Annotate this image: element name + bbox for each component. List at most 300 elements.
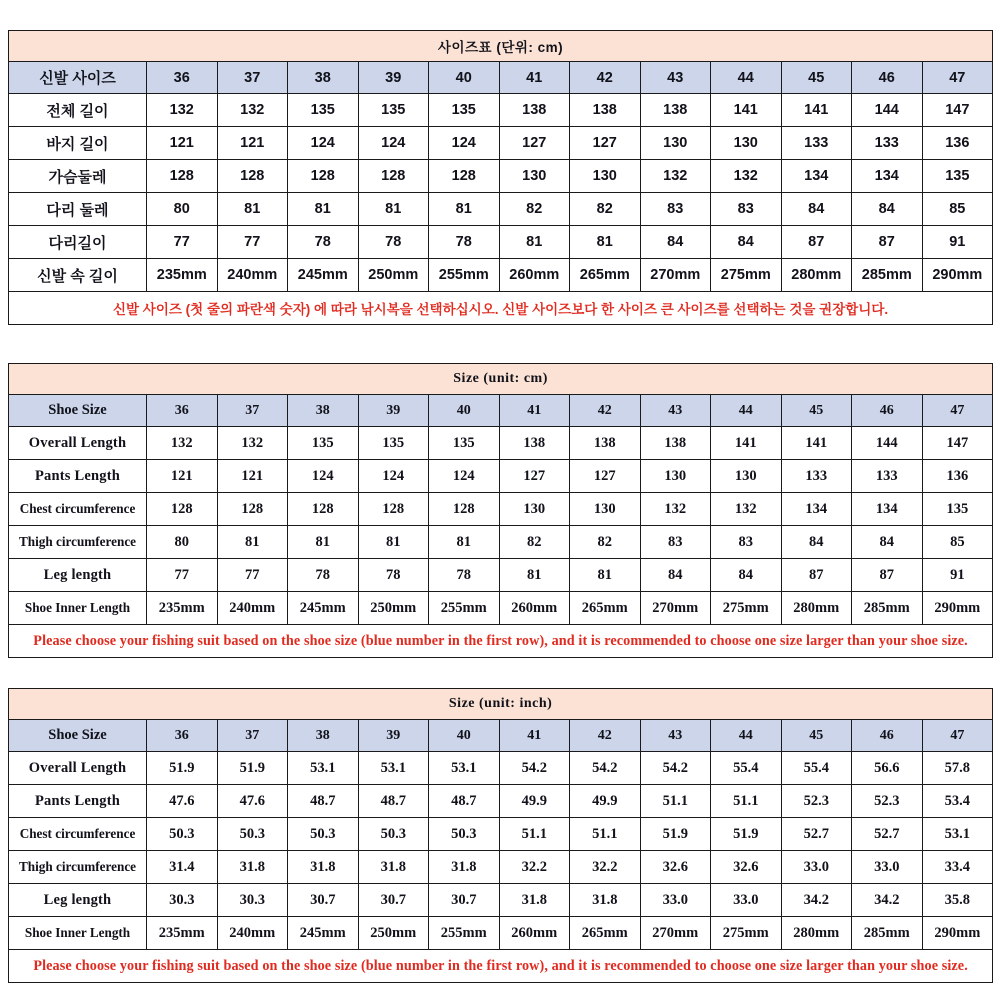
measurement-cell: 260mm xyxy=(499,592,570,625)
measurement-cell: 83 xyxy=(640,193,711,226)
row-label: Shoe Inner Length xyxy=(9,592,147,625)
measurement-cell: 124 xyxy=(358,460,429,493)
shoe-size-value: 36 xyxy=(147,62,218,94)
measurement-cell: 51.9 xyxy=(640,818,711,851)
measurement-cell: 31.8 xyxy=(358,851,429,884)
measurement-cell: 127 xyxy=(499,127,570,160)
measurement-cell: 130 xyxy=(570,493,641,526)
measurement-cell: 78 xyxy=(358,226,429,259)
measurement-cell: 83 xyxy=(711,193,782,226)
measurement-cell: 33.0 xyxy=(711,884,782,917)
measurement-cell: 34.2 xyxy=(781,884,852,917)
measurement-cell: 235mm xyxy=(147,592,218,625)
row-label: Pants Length xyxy=(9,460,147,493)
measurement-cell: 255mm xyxy=(429,259,500,292)
measurement-cell: 128 xyxy=(358,493,429,526)
measurement-cell: 30.7 xyxy=(358,884,429,917)
measurement-cell: 135 xyxy=(358,427,429,460)
table-note-row xyxy=(9,292,993,325)
measurement-cell: 235mm xyxy=(147,259,218,292)
row-label: Thigh circumference xyxy=(9,851,147,884)
measurement-cell: 87 xyxy=(852,226,923,259)
size-recommendation-note: Please choose your fishing suit based on the shoe size (blue number in the first row), and it is recommended to choose one size larger than your shoe size. xyxy=(9,950,993,983)
measurement-cell: 51.9 xyxy=(217,752,288,785)
measurement-cell: 128 xyxy=(358,160,429,193)
row-label: 가슴둘레 xyxy=(9,160,147,193)
measurement-cell: 51.1 xyxy=(711,785,782,818)
measurement-cell: 128 xyxy=(288,160,359,193)
measurement-cell: 121 xyxy=(147,460,218,493)
measurement-cell: 53.4 xyxy=(922,785,993,818)
measurement-cell: 121 xyxy=(217,460,288,493)
measurement-cell: 49.9 xyxy=(499,785,570,818)
measurement-cell: 81 xyxy=(429,193,500,226)
measurement-cell: 134 xyxy=(852,160,923,193)
measurement-cell: 285mm xyxy=(852,592,923,625)
measurement-cell: 78 xyxy=(429,559,500,592)
row-label: Leg length xyxy=(9,884,147,917)
row-label: 다리길이 xyxy=(9,226,147,259)
measurement-cell: 132 xyxy=(217,94,288,127)
measurement-cell: 30.3 xyxy=(147,884,218,917)
table-row xyxy=(9,427,993,460)
measurement-cell: 87 xyxy=(852,559,923,592)
measurement-cell: 31.4 xyxy=(147,851,218,884)
measurement-cell: 83 xyxy=(711,526,782,559)
measurement-cell: 130 xyxy=(499,160,570,193)
measurement-cell: 33.4 xyxy=(922,851,993,884)
measurement-cell: 240mm xyxy=(217,259,288,292)
measurement-cell: 84 xyxy=(711,559,782,592)
measurement-cell: 78 xyxy=(358,559,429,592)
table-row xyxy=(9,752,993,785)
measurement-cell: 81 xyxy=(288,526,359,559)
measurement-cell: 81 xyxy=(288,193,359,226)
measurement-cell: 80 xyxy=(147,526,218,559)
shoe-size-value: 37 xyxy=(217,62,288,94)
measurement-cell: 138 xyxy=(570,94,641,127)
table-gap xyxy=(8,658,992,688)
measurement-cell: 255mm xyxy=(429,592,500,625)
measurement-cell: 81 xyxy=(217,193,288,226)
measurement-cell: 136 xyxy=(922,127,993,160)
table-row xyxy=(9,460,993,493)
measurement-cell: 124 xyxy=(429,127,500,160)
measurement-cell: 82 xyxy=(570,193,641,226)
measurement-cell: 81 xyxy=(499,226,570,259)
measurement-cell: 77 xyxy=(217,226,288,259)
measurement-cell: 78 xyxy=(288,226,359,259)
shoe-size-header-label: Shoe Size xyxy=(9,395,147,427)
shoe-size-value: 45 xyxy=(781,395,852,427)
measurement-cell: 130 xyxy=(499,493,570,526)
measurement-cell: 32.6 xyxy=(711,851,782,884)
measurement-cell: 265mm xyxy=(570,259,641,292)
measurement-cell: 78 xyxy=(429,226,500,259)
measurement-cell: 132 xyxy=(147,427,218,460)
table-row xyxy=(9,193,993,226)
measurement-cell: 128 xyxy=(429,160,500,193)
measurement-cell: 250mm xyxy=(358,917,429,950)
measurement-cell: 265mm xyxy=(570,917,641,950)
row-label: Chest circumference xyxy=(9,493,147,526)
measurement-cell: 128 xyxy=(217,160,288,193)
measurement-cell: 84 xyxy=(640,226,711,259)
measurement-cell: 77 xyxy=(147,559,218,592)
shoe-size-value: 44 xyxy=(711,720,782,752)
measurement-cell: 121 xyxy=(147,127,218,160)
measurement-cell: 144 xyxy=(852,427,923,460)
row-label: Pants Length xyxy=(9,785,147,818)
measurement-cell: 128 xyxy=(217,493,288,526)
shoe-size-value: 41 xyxy=(499,395,570,427)
measurement-cell: 121 xyxy=(217,127,288,160)
shoe-size-value: 37 xyxy=(217,720,288,752)
measurement-cell: 53.1 xyxy=(429,752,500,785)
measurement-cell: 133 xyxy=(781,460,852,493)
shoe-size-value: 39 xyxy=(358,720,429,752)
table-gap xyxy=(8,325,992,363)
measurement-cell: 87 xyxy=(781,559,852,592)
measurement-cell: 127 xyxy=(570,127,641,160)
shoe-size-value: 42 xyxy=(570,720,641,752)
measurement-cell: 144 xyxy=(852,94,923,127)
measurement-cell: 50.3 xyxy=(288,818,359,851)
measurement-cell: 280mm xyxy=(781,592,852,625)
shoe-size-value: 47 xyxy=(922,395,993,427)
measurement-cell: 245mm xyxy=(288,259,359,292)
row-label: Shoe Inner Length xyxy=(9,917,147,950)
measurement-cell: 50.3 xyxy=(147,818,218,851)
table-title: 사이즈표 (단위: cm) xyxy=(9,31,993,62)
row-label: Overall Length xyxy=(9,427,147,460)
measurement-cell: 138 xyxy=(640,94,711,127)
measurement-cell: 91 xyxy=(922,226,993,259)
measurement-cell: 132 xyxy=(711,160,782,193)
shoe-size-value: 44 xyxy=(711,62,782,94)
measurement-cell: 82 xyxy=(499,193,570,226)
measurement-cell: 81 xyxy=(358,526,429,559)
measurement-cell: 31.8 xyxy=(429,851,500,884)
size-table-korean-cm xyxy=(8,30,993,325)
shoe-size-value: 40 xyxy=(429,62,500,94)
measurement-cell: 285mm xyxy=(852,917,923,950)
shoe-size-value: 38 xyxy=(288,62,359,94)
measurement-cell: 47.6 xyxy=(217,785,288,818)
table-row xyxy=(9,526,993,559)
measurement-cell: 135 xyxy=(429,94,500,127)
measurement-cell: 245mm xyxy=(288,592,359,625)
table-title: Size (unit: inch) xyxy=(9,689,993,720)
measurement-cell: 51.1 xyxy=(640,785,711,818)
size-recommendation-note: Please choose your fishing suit based on the shoe size (blue number in the first row), and it is recommended to choose one size larger than your shoe size. xyxy=(9,625,993,658)
measurement-cell: 48.7 xyxy=(288,785,359,818)
row-label: Overall Length xyxy=(9,752,147,785)
measurement-cell: 128 xyxy=(429,493,500,526)
measurement-cell: 280mm xyxy=(781,259,852,292)
measurement-cell: 138 xyxy=(570,427,641,460)
measurement-cell: 78 xyxy=(288,559,359,592)
measurement-cell: 77 xyxy=(147,226,218,259)
measurement-cell: 52.3 xyxy=(852,785,923,818)
measurement-cell: 132 xyxy=(640,493,711,526)
measurement-cell: 48.7 xyxy=(358,785,429,818)
table-row xyxy=(9,559,993,592)
measurement-cell: 81 xyxy=(429,526,500,559)
measurement-cell: 128 xyxy=(147,493,218,526)
measurement-cell: 124 xyxy=(288,127,359,160)
measurement-cell: 141 xyxy=(781,94,852,127)
measurement-cell: 270mm xyxy=(640,259,711,292)
measurement-cell: 138 xyxy=(640,427,711,460)
measurement-cell: 54.2 xyxy=(640,752,711,785)
measurement-cell: 280mm xyxy=(781,917,852,950)
tables-container xyxy=(8,30,992,983)
measurement-cell: 31.8 xyxy=(499,884,570,917)
measurement-cell: 84 xyxy=(711,226,782,259)
measurement-cell: 50.3 xyxy=(358,818,429,851)
measurement-cell: 250mm xyxy=(358,592,429,625)
measurement-cell: 53.1 xyxy=(358,752,429,785)
measurement-cell: 32.2 xyxy=(499,851,570,884)
shoe-size-value: 40 xyxy=(429,720,500,752)
shoe-size-value: 39 xyxy=(358,62,429,94)
measurement-cell: 57.8 xyxy=(922,752,993,785)
measurement-cell: 84 xyxy=(781,193,852,226)
measurement-cell: 48.7 xyxy=(429,785,500,818)
measurement-cell: 127 xyxy=(570,460,641,493)
table-note-row xyxy=(9,625,993,658)
measurement-cell: 54.2 xyxy=(570,752,641,785)
measurement-cell: 51.9 xyxy=(711,818,782,851)
shoe-size-value: 43 xyxy=(640,62,711,94)
size-recommendation-note: 신발 사이즈 (첫 줄의 파란색 숫자) 에 따라 낚시복을 선택하십시오. 신발 사이즈보다 한 사이즈 큰 사이즈를 선택하는 것을 권장합니다. xyxy=(9,292,993,325)
table-row xyxy=(9,592,993,625)
measurement-cell: 87 xyxy=(781,226,852,259)
row-label: Thigh circumference xyxy=(9,526,147,559)
measurement-cell: 290mm xyxy=(922,592,993,625)
measurement-cell: 134 xyxy=(852,493,923,526)
measurement-cell: 132 xyxy=(147,94,218,127)
table-row xyxy=(9,851,993,884)
size-table-english-inch xyxy=(8,688,993,983)
shoe-size-value: 41 xyxy=(499,720,570,752)
measurement-cell: 30.7 xyxy=(429,884,500,917)
measurement-cell: 33.0 xyxy=(852,851,923,884)
measurement-cell: 52.7 xyxy=(781,818,852,851)
measurement-cell: 135 xyxy=(922,160,993,193)
measurement-cell: 128 xyxy=(288,493,359,526)
measurement-cell: 31.8 xyxy=(288,851,359,884)
measurement-cell: 33.0 xyxy=(640,884,711,917)
measurement-cell: 84 xyxy=(852,526,923,559)
measurement-cell: 51.1 xyxy=(570,818,641,851)
measurement-cell: 133 xyxy=(781,127,852,160)
measurement-cell: 147 xyxy=(922,94,993,127)
measurement-cell: 270mm xyxy=(640,917,711,950)
shoe-size-value: 47 xyxy=(922,720,993,752)
table-row xyxy=(9,226,993,259)
measurement-cell: 84 xyxy=(781,526,852,559)
table-row xyxy=(9,917,993,950)
measurement-cell: 82 xyxy=(570,526,641,559)
measurement-cell: 141 xyxy=(781,427,852,460)
measurement-cell: 133 xyxy=(852,127,923,160)
measurement-cell: 55.4 xyxy=(711,752,782,785)
measurement-cell: 31.8 xyxy=(570,884,641,917)
table-row xyxy=(9,493,993,526)
shoe-size-value: 44 xyxy=(711,395,782,427)
measurement-cell: 130 xyxy=(640,460,711,493)
measurement-cell: 136 xyxy=(922,460,993,493)
measurement-cell: 82 xyxy=(499,526,570,559)
shoe-size-value: 40 xyxy=(429,395,500,427)
shoe-size-value: 38 xyxy=(288,720,359,752)
measurement-cell: 290mm xyxy=(922,917,993,950)
measurement-cell: 30.3 xyxy=(217,884,288,917)
measurement-cell: 80 xyxy=(147,193,218,226)
measurement-cell: 130 xyxy=(711,460,782,493)
measurement-cell: 81 xyxy=(217,526,288,559)
row-label: 신발 속 길이 xyxy=(9,259,147,292)
measurement-cell: 245mm xyxy=(288,917,359,950)
measurement-cell: 124 xyxy=(358,127,429,160)
measurement-cell: 135 xyxy=(922,493,993,526)
measurement-cell: 51.9 xyxy=(147,752,218,785)
measurement-cell: 85 xyxy=(922,193,993,226)
size-table-english-cm xyxy=(8,363,993,658)
table-row xyxy=(9,884,993,917)
measurement-cell: 77 xyxy=(217,559,288,592)
shoe-size-value: 38 xyxy=(288,395,359,427)
row-label: Leg length xyxy=(9,559,147,592)
measurement-cell: 84 xyxy=(640,559,711,592)
table-row xyxy=(9,259,993,292)
row-label: Chest circumference xyxy=(9,818,147,851)
measurement-cell: 250mm xyxy=(358,259,429,292)
measurement-cell: 240mm xyxy=(217,917,288,950)
table-title-row xyxy=(9,364,993,395)
shoe-size-header-label: 신발 사이즈 xyxy=(9,62,147,94)
measurement-cell: 81 xyxy=(570,226,641,259)
measurement-cell: 32.2 xyxy=(570,851,641,884)
row-label: 전체 길이 xyxy=(9,94,147,127)
shoe-size-value: 39 xyxy=(358,395,429,427)
table-title-row xyxy=(9,31,993,62)
measurement-cell: 50.3 xyxy=(217,818,288,851)
shoe-size-value: 37 xyxy=(217,395,288,427)
measurement-cell: 135 xyxy=(358,94,429,127)
table-row xyxy=(9,785,993,818)
row-label: 다리 둘레 xyxy=(9,193,147,226)
shoe-size-value: 36 xyxy=(147,395,218,427)
measurement-cell: 84 xyxy=(852,193,923,226)
shoe-size-value: 42 xyxy=(570,395,641,427)
measurement-cell: 83 xyxy=(640,526,711,559)
table-note-row xyxy=(9,950,993,983)
measurement-cell: 31.8 xyxy=(217,851,288,884)
measurement-cell: 52.3 xyxy=(781,785,852,818)
measurement-cell: 128 xyxy=(147,160,218,193)
measurement-cell: 255mm xyxy=(429,917,500,950)
measurement-cell: 275mm xyxy=(711,917,782,950)
measurement-cell: 240mm xyxy=(217,592,288,625)
measurement-cell: 130 xyxy=(640,127,711,160)
measurement-cell: 141 xyxy=(711,94,782,127)
measurement-cell: 51.1 xyxy=(499,818,570,851)
shoe-size-value: 42 xyxy=(570,62,641,94)
measurement-cell: 147 xyxy=(922,427,993,460)
measurement-cell: 235mm xyxy=(147,917,218,950)
table-title-row xyxy=(9,689,993,720)
measurement-cell: 47.6 xyxy=(147,785,218,818)
shoe-size-value: 46 xyxy=(852,395,923,427)
measurement-cell: 124 xyxy=(288,460,359,493)
measurement-cell: 33.0 xyxy=(781,851,852,884)
measurement-cell: 275mm xyxy=(711,259,782,292)
shoe-size-header-label: Shoe Size xyxy=(9,720,147,752)
measurement-cell: 130 xyxy=(711,127,782,160)
measurement-cell: 32.6 xyxy=(640,851,711,884)
measurement-cell: 91 xyxy=(922,559,993,592)
measurement-cell: 130 xyxy=(570,160,641,193)
shoe-size-value: 45 xyxy=(781,62,852,94)
table-row xyxy=(9,160,993,193)
measurement-cell: 138 xyxy=(499,94,570,127)
measurement-cell: 81 xyxy=(499,559,570,592)
shoe-size-value: 36 xyxy=(147,720,218,752)
measurement-cell: 138 xyxy=(499,427,570,460)
top-spacer xyxy=(8,0,992,30)
measurement-cell: 53.1 xyxy=(922,818,993,851)
row-label: 바지 길이 xyxy=(9,127,147,160)
measurement-cell: 124 xyxy=(429,460,500,493)
shoe-size-value: 47 xyxy=(922,62,993,94)
shoe-size-value: 43 xyxy=(640,720,711,752)
measurement-cell: 56.6 xyxy=(852,752,923,785)
measurement-cell: 49.9 xyxy=(570,785,641,818)
measurement-cell: 54.2 xyxy=(499,752,570,785)
shoe-size-header-row xyxy=(9,395,993,427)
shoe-size-value: 41 xyxy=(499,62,570,94)
shoe-size-value: 45 xyxy=(781,720,852,752)
measurement-cell: 134 xyxy=(781,493,852,526)
shoe-size-value: 46 xyxy=(852,62,923,94)
measurement-cell: 85 xyxy=(922,526,993,559)
measurement-cell: 141 xyxy=(711,427,782,460)
measurement-cell: 50.3 xyxy=(429,818,500,851)
measurement-cell: 127 xyxy=(499,460,570,493)
measurement-cell: 275mm xyxy=(711,592,782,625)
measurement-cell: 132 xyxy=(640,160,711,193)
measurement-cell: 55.4 xyxy=(781,752,852,785)
measurement-cell: 285mm xyxy=(852,259,923,292)
table-row xyxy=(9,818,993,851)
measurement-cell: 260mm xyxy=(499,259,570,292)
measurement-cell: 134 xyxy=(781,160,852,193)
measurement-cell: 135 xyxy=(429,427,500,460)
measurement-cell: 132 xyxy=(217,427,288,460)
shoe-size-value: 43 xyxy=(640,395,711,427)
shoe-size-value: 46 xyxy=(852,720,923,752)
measurement-cell: 34.2 xyxy=(852,884,923,917)
table-row xyxy=(9,127,993,160)
measurement-cell: 290mm xyxy=(922,259,993,292)
measurement-cell: 81 xyxy=(570,559,641,592)
shoe-size-header-row xyxy=(9,62,993,94)
measurement-cell: 135 xyxy=(288,427,359,460)
measurement-cell: 265mm xyxy=(570,592,641,625)
